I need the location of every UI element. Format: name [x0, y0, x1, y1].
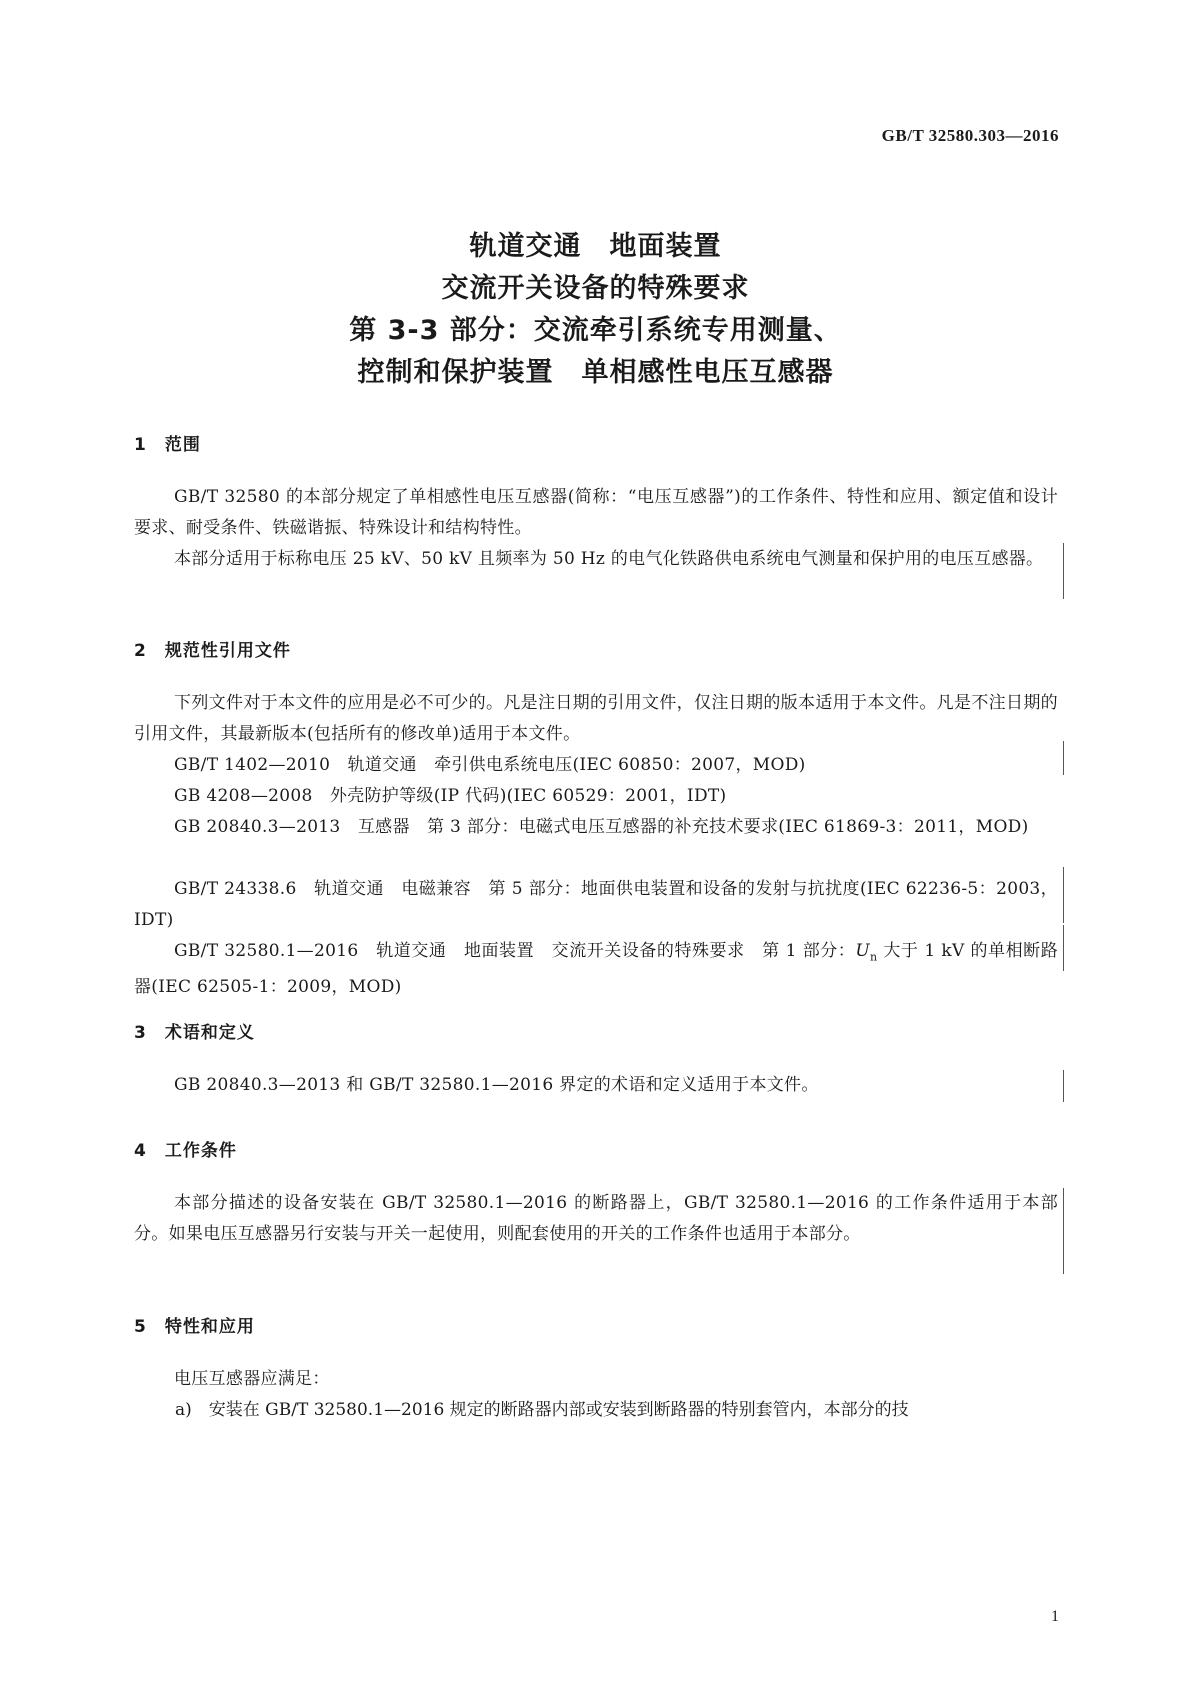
- reference-text-part-2: 大于 1 kV 的单相断路器(IEC 62505-1：2009，MOD): [134, 941, 1059, 998]
- scope-paragraph-1: GB/T 32580 的本部分规定了单相感性电压互感器(简称：“电压互感器”)的工作条件、特性和应用、额定值和设计要求、耐受条件、铁磁谐振、特殊设计和结构特性。: [134, 487, 1058, 538]
- reference-gb-20840-3: GB 20840.3—2013 互感器 第 3 部分：电磁式电压互感器的补充技术要求(IEC 61869-3：2011，MOD): [174, 817, 1029, 837]
- reference-gbt-1402: GB/T 1402—2010 轨道交通 牵引供电系统电压(IEC 60850：2007，MOD): [174, 755, 806, 775]
- reference-gbt-32580-1: [134, 936, 1058, 1003]
- section-heading-characteristics: 5 特性和应用: [134, 1317, 255, 1337]
- section-heading-terms-definitions: 3 术语和定义: [134, 1023, 255, 1043]
- change-bar: [1063, 741, 1064, 775]
- characteristics-intro: 电压互感器应满足：: [174, 1369, 330, 1389]
- change-bar: [1063, 543, 1064, 599]
- reference-gbt-24338-6: GB/T 24338.6 轨道交通 电磁兼容 第 5 部分：地面供电装置和设备的发射与抗扰度(IEC 62236-5：2003，IDT): [134, 879, 1058, 930]
- title-line: 轨道交通 地面装置: [469, 231, 722, 262]
- terms-paragraph: GB 20840.3—2013 和 GB/T 32580.1—2016 界定的术语和定义适用于本文件。: [174, 1075, 819, 1095]
- reference-gb-4208: GB 4208—2008 外壳防护等级(IP 代码)(IEC 60529：2001，IDT): [174, 786, 727, 806]
- document-title: [0, 226, 1191, 394]
- change-bar: [1063, 1070, 1064, 1102]
- list-item-a: a) 安装在 GB/T 32580.1—2016 规定的断路器内部或安装到断路器的特别套管内，本部分的技: [175, 1400, 909, 1420]
- references-intro-paragraph: 下列文件对于本文件的应用是必不可少的。凡是注日期的引用文件，仅注日期的版本适用于本文件。凡是不注日期的引用文件，其最新版本(包括所有的修改单)适用于本文件。: [134, 693, 1058, 744]
- title-line: 交流开关设备的特殊要求: [441, 273, 750, 304]
- symbol-U: U: [855, 941, 870, 961]
- section-heading-scope: 1 范围: [134, 435, 201, 455]
- reference-text-part-1: GB/T 32580.1—2016 轨道交通 地面装置 交流开关设备的特殊要求 第 1 部分：: [174, 941, 856, 961]
- page-number: 1: [1051, 1608, 1059, 1625]
- title-line: 第 3-3 部分：交流牵引系统专用测量、: [349, 315, 842, 346]
- standard-code: GB/T 32580.303—2016: [881, 126, 1059, 145]
- change-bar: [1063, 1188, 1064, 1274]
- working-conditions-paragraph: 本部分描述的设备安装在 GB/T 32580.1—2016 的断路器上，GB/T 32580.1—2016 的工作条件适用于本部分。如果电压互感器另行安装与开关一起使用，则配套使用的开关的工作条件也适用于本部分。: [134, 1193, 1058, 1244]
- symbol-subscript-n: n: [869, 950, 878, 964]
- scope-paragraph-2: 本部分适用于标称电压 25 kV、50 kV 且频率为 50 Hz 的电气化铁路供电系统电气测量和保护用的电压互感器。: [174, 549, 1044, 569]
- change-bar: [1063, 867, 1064, 923]
- section-heading-normative-references: 2 规范性引用文件: [134, 641, 291, 661]
- change-bar: [1063, 925, 1064, 971]
- section-heading-working-conditions: 4 工作条件: [134, 1141, 237, 1161]
- title-line: 控制和保护装置 单相感性电压互感器: [357, 357, 834, 388]
